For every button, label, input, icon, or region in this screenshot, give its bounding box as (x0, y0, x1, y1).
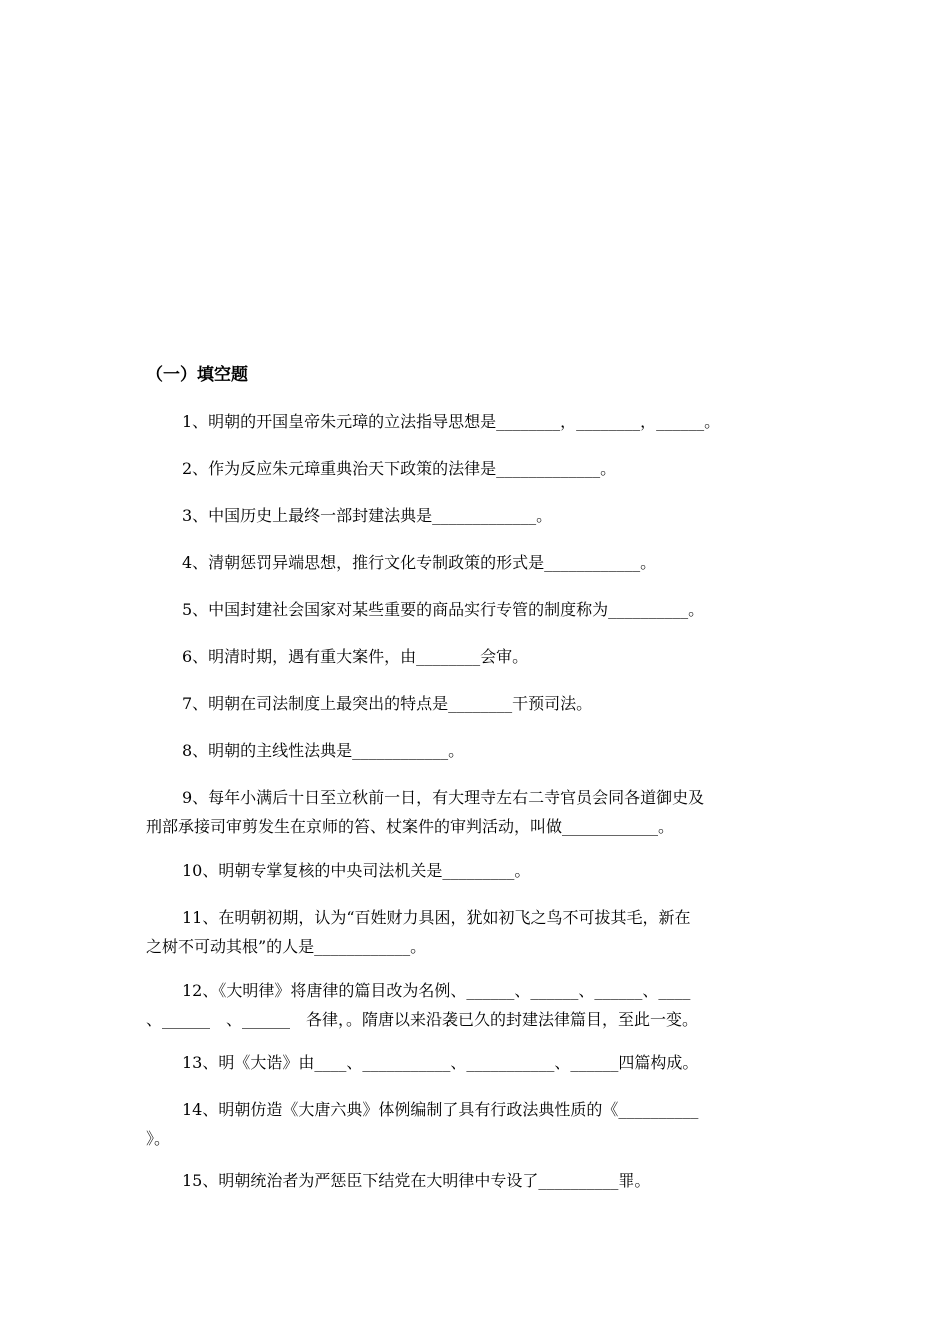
question-line: 、______ 、______ 各律，。隋唐以来沿袭已久的封建法律篇目，至此一变。 (146, 1010, 699, 1029)
question-line: 9、每年小满后十日至立秋前一日，有大理寺左右二寺官员会同各道御史及 (182, 788, 705, 807)
question-line: 13、明《大诰》由____、___________、___________、______四篇构成。 (182, 1053, 699, 1072)
question-11 (146, 903, 826, 961)
question-line: 14、明朝仿造《大唐六典》体例编制了具有行政法典性质的《__________ (182, 1100, 699, 1119)
question-9 (146, 783, 826, 841)
question-2 (146, 454, 826, 483)
question-line: 5、中国封建社会国家对某些重要的商品实行专管的制度称为__________。 (182, 600, 705, 619)
question-12 (146, 976, 826, 1034)
question-4 (146, 548, 826, 577)
question-line: 6、明清时期，遇有重大案件，由________会审。 (182, 647, 529, 666)
question-1 (146, 407, 826, 436)
section-title: （一）填空题 (146, 365, 248, 385)
question-line: 3、中国历史上最终一部封建法典是_____________。 (182, 506, 553, 525)
question-line: 11、在明朝初期，认为“百姓财力具困，犹如初飞之鸟不可拔其毛，新在 (182, 908, 691, 927)
question-6 (146, 642, 826, 671)
question-line: 10、明朝专掌复核的中央司法机关是_________。 (182, 861, 531, 880)
question-8 (146, 736, 826, 765)
question-line: 8、明朝的主线性法典是____________。 (182, 741, 465, 760)
question-line: 1、明朝的开国皇帝朱元璋的立法指导思想是________，________，______。 (182, 412, 721, 431)
question-line: 4、清朝惩罚异端思想，推行文化专制政策的形式是____________。 (182, 553, 657, 572)
question-line: 12、《大明律》将唐律的篇目改为名例、______、______、______、____ (182, 981, 691, 1000)
question-14 (146, 1095, 826, 1153)
question-3 (146, 501, 826, 530)
question-line: 》。 (146, 1129, 171, 1148)
question-15 (146, 1166, 826, 1195)
question-line: 之树不可动其根”的人是____________。 (146, 937, 427, 956)
question-line: 2、作为反应朱元璋重典治天下政策的法律是_____________。 (182, 459, 617, 478)
question-10 (146, 856, 826, 885)
question-7 (146, 689, 826, 718)
question-5 (146, 595, 826, 624)
question-line: 刑部承接司审剪发生在京师的笞、杖案件的审判活动，叫做____________。 (146, 817, 675, 836)
question-line: 15、明朝统治者为严惩臣下结党在大明律中专设了__________罪。 (182, 1171, 651, 1190)
question-13 (146, 1048, 826, 1077)
question-line: 7、明朝在司法制度上最突出的特点是________干预司法。 (182, 694, 593, 713)
